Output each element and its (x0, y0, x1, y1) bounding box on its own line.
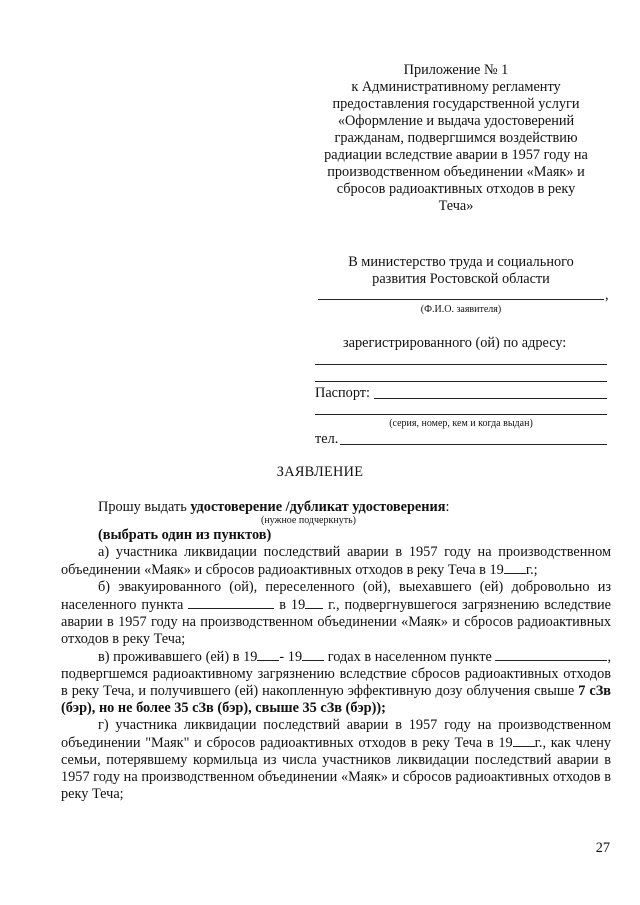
appendix-header (306, 62, 606, 215)
passport-line-2[interactable] (315, 414, 607, 415)
ministry-addressee (312, 254, 610, 288)
appendix-line: производственном объединении «Маяк» и (327, 164, 585, 180)
item-b (61, 579, 611, 648)
year-blank[interactable] (305, 596, 323, 609)
item-a-text: а) участника ликвидации последствий аварии в 1957 году на производственном объединении «Маяк» и сбросов радиоактивных отходов в реку Теча в 19 (61, 544, 611, 578)
item-v-text-3: , подвергшемся радиоактивному загрязнению вследствие сбросов радиоактивных отходов в реку Теча, и получившего (ей) накопленную эффективную дозу облучения свыше (61, 649, 612, 699)
appendix-line: сбросов радиоактивных отходов в реку (336, 181, 576, 197)
settlement-blank[interactable] (495, 648, 607, 661)
year-from-blank[interactable] (257, 648, 279, 661)
item-v (61, 648, 611, 717)
intro-bold: удостоверение /дубликат удостоверения (190, 499, 446, 515)
page-number: 27 (595, 840, 610, 856)
phone-label: тел. (315, 431, 339, 447)
fio-line[interactable] (318, 299, 604, 300)
appendix-line: к Административному регламенту (351, 79, 561, 95)
intro-end: : (445, 499, 450, 515)
appendix-line: Приложение № 1 (403, 62, 509, 78)
registered-label: зарегистрированного (ой) по адресу: (343, 335, 567, 351)
item-v-text: в) проживавшего (ей) в 19 (98, 649, 258, 665)
intro-text: Прошу выдать (98, 499, 191, 515)
item-a-end: г.; (525, 562, 538, 578)
appendix-line: радиации вследствие аварии в 1957 году на (324, 147, 588, 163)
intro-paragraph (61, 499, 611, 516)
address-line-1[interactable] (315, 364, 607, 365)
item-v-text-2: годах в населенном пункте (327, 649, 492, 665)
item-v-dose: 7 сЗв (бэр), но не более 35 сЗв (бэр), свыше 35 сЗв (бэр)); (61, 683, 611, 716)
passport-label: Паспорт: (315, 385, 370, 401)
application-body (61, 499, 611, 803)
year-to-blank[interactable] (302, 648, 324, 661)
year-blank[interactable] (513, 734, 535, 747)
choose-one-note: (выбрать один из пунктов) (98, 527, 272, 543)
ministry-line-1: В министерство труда и социального (348, 254, 574, 270)
phone-line[interactable] (340, 444, 607, 445)
item-b-year-prefix: в 19 (279, 597, 306, 613)
item-g-text: г) участника ликвидации последствий аварии в 1957 году на производственном объединении "Маяк" и сбросов радиоактивных отходов в реку Теча в 19 (61, 717, 611, 751)
underline-hint: (нужное подчеркнуть) (261, 515, 356, 526)
ministry-line-2: развития Ростовской области (372, 271, 550, 287)
appendix-line: Теча» (438, 198, 474, 214)
fio-hint: (Ф.И.О. заявителя) (420, 304, 502, 315)
passport-line-1[interactable] (374, 398, 607, 399)
item-b-text: б) эвакуированного (ой), переселенного (ой), выехавшего (ей) добровольно из населенного пункта (61, 579, 611, 613)
year-blank[interactable] (504, 561, 526, 574)
item-a (61, 544, 611, 579)
item-v-dash: - 19 (279, 649, 303, 665)
appendix-line: «Оформление и выдача удостоверений (337, 113, 575, 129)
settlement-blank[interactable] (188, 596, 274, 609)
appendix-line: предоставления государственной услуги (332, 96, 580, 112)
passport-hint: (серия, номер, кем и когда выдан) (389, 418, 533, 429)
appendix-line: гражданам, подвергшимся воздействию (334, 130, 578, 146)
item-g-text-end: г., как члену семьи, потерявшему кормильца из числа участников ликвидации последствий аварии в 1957 году на производственном объединении «Маяк» и сбросов радиоактивных отходов в реку Теча; (61, 735, 611, 802)
fio-comma: , (605, 287, 609, 303)
document-title: ЗАЯВЛЕНИЕ (276, 464, 364, 480)
item-b-text-end: г., подвергнувшегося загрязнению вследствие аварии в 1957 году на производственном объединении «Маяк» и сбросов радиоактивных отходов в реку Теча; (61, 597, 612, 647)
item-g (61, 717, 611, 803)
address-line-2[interactable] (315, 381, 607, 382)
